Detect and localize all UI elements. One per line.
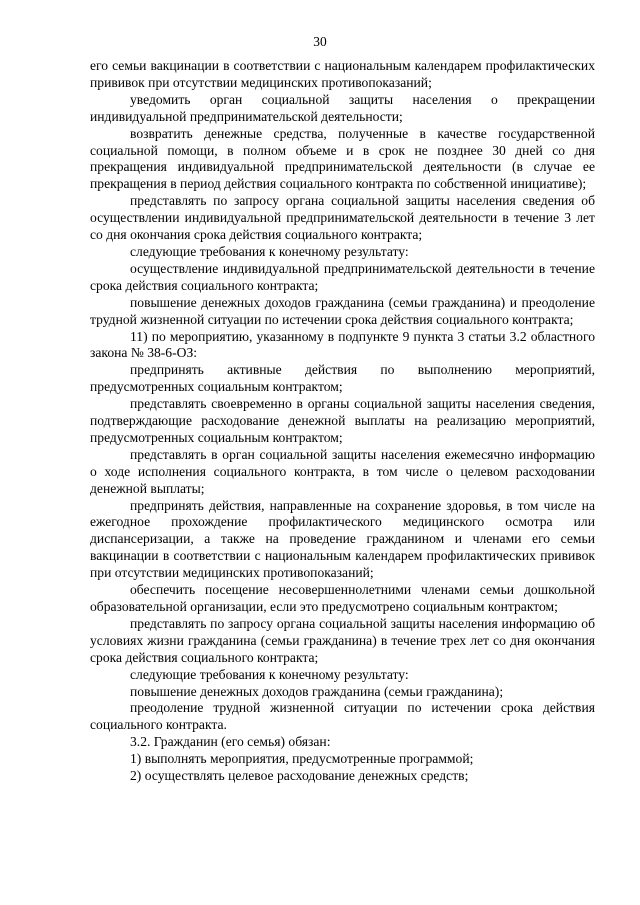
- paragraph: повышение денежных доходов гражданина (семьи гражданина);: [130, 683, 504, 699]
- paragraph: представлять по запросу органа социальной защиты населения информацию об условиях жизни гражданина (семьи гражданина) в течение трех лет со дня окончания срока действия социального контракта;: [90, 615, 595, 665]
- paragraph: его семьи вакцинации в соответствии с национальным календарем профилактических прививок при отсутствии медицинских противопоказаний;: [90, 58, 595, 90]
- paragraph: представлять в орган социальной защиты населения ежемесячно информацию о ходе исполнения социального контракта, в том числе о целевом расходовании денежной выплаты;: [90, 446, 595, 496]
- paragraph: следующие требования к конечному результату:: [130, 243, 409, 259]
- paragraph: представлять по запросу органа социальной защиты населения сведения об осуществлении индивидуальной предпринимательской деятельности в течение 3 лет со дня окончания срока действия социального контракта;: [90, 193, 595, 243]
- paragraph: повышение денежных доходов гражданина (семьи гражданина) и преодоление трудной жизненной ситуации по истечении срока действия социального контракта;: [90, 294, 595, 327]
- paragraph: 1) выполнять мероприятия, предусмотренные программой;: [130, 751, 474, 767]
- paragraph: предпринять действия, направленные на сохранение здоровья, в том числе на ежегодное прохождение профилактического медицинского осмотра или диспансеризации, а также на проведение гражданином и членами его семьи вакцинации в соответствии с национальным календарем профилактических прививок при отсутствии медицинских противопоказаний;: [90, 497, 595, 581]
- paragraph: представлять своевременно в органы социальной защиты населения сведения, подтверждающие расходование денежной выплаты на реализацию мероприятий, предусмотренных социальным контрактом;: [90, 396, 595, 445]
- paragraph: преодоление трудной жизненной ситуации по истечении срока действия социального контракта.: [90, 700, 595, 733]
- paragraph: 3.2. Гражданин (его семья) обязан:: [130, 734, 331, 750]
- paragraph: следующие требования к конечному результату:: [130, 666, 409, 682]
- paragraph: возвратить денежные средства, полученные в качестве государственной социальной помощи, в полном объеме и в срок не позднее 30 дней со дня прекращения индивидуальной предпринимательской деятельности (в случае ее прекращения в период действия социального контракта по собственной инициативе);: [90, 125, 595, 192]
- document-body: [90, 58, 595, 785]
- paragraph: уведомить орган социальной защиты населения о прекращении индивидуальной предпринимательской деятельности;: [90, 91, 595, 124]
- paragraph: обеспечить посещение несовершеннолетними членами семьи дошкольной образовательной организации, если это предусмотрено социальным контрактом;: [90, 582, 595, 614]
- paragraph: 11) по мероприятию, указанному в подпункте 9 пункта 3 статьи 3.2 областного закона № 38-6-ОЗ:: [90, 328, 595, 361]
- paragraph: осуществление индивидуальной предпринимательской деятельности в течение срока действия социального контракта;: [90, 260, 595, 293]
- paragraph: 2) осуществлять целевое расходование денежных средств;: [130, 768, 469, 784]
- page-number: 30: [313, 34, 327, 49]
- paragraph: предпринять активные действия по выполнению мероприятий, предусмотренных социальным контрактом;: [90, 362, 595, 395]
